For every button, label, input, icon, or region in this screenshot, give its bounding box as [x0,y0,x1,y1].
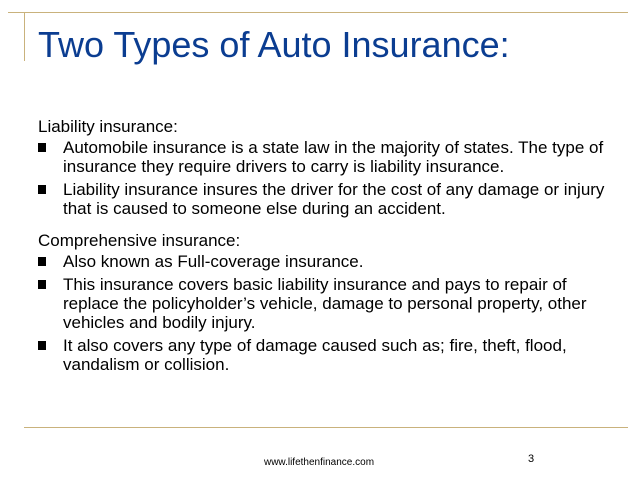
square-bullet-icon [38,143,46,152]
section-heading: Comprehensive insurance: [38,231,241,250]
section-comprehensive [38,231,608,374]
list-item [38,138,608,176]
square-bullet-icon [38,185,46,194]
square-bullet-icon [38,341,46,350]
bullet-text: Also known as Full-coverage insurance. [63,252,364,271]
footer-website: www.lifethenfinance.com [263,457,375,468]
section-liability [38,117,608,218]
list-item [38,336,608,374]
frame-left-rule [24,12,25,61]
square-bullet-icon [38,280,46,289]
slide-body [38,117,608,378]
square-bullet-icon [38,257,46,266]
bullet-list [38,252,608,374]
list-item [38,252,608,271]
list-item [38,180,608,218]
frame-top-rule [24,12,628,13]
bullet-text: It also covers any type of damage caused such as; fire, theft, flood, vandalism or collision. [63,336,567,374]
slide-title: Two Types of Auto Insurance: [38,24,510,65]
list-item [38,275,608,332]
bullet-list [38,138,608,218]
bullet-text: This insurance covers basic liability insurance and pays to repair of replace the policyholder’s vehicle, damage to personal property, other vehicles and bodily injury. [63,275,587,332]
bullet-text: Automobile insurance is a state law in the majority of states. The type of insurance they require drivers to carry is liability insurance. [63,138,604,176]
frame-corner-tick [8,12,25,13]
bullet-text: Liability insurance insures the driver for the cost of any damage or injury that is caused to someone else during an accident. [63,180,605,218]
section-heading: Liability insurance: [38,117,178,136]
page-number: 3 [528,453,535,465]
frame-bottom-rule [24,427,628,428]
